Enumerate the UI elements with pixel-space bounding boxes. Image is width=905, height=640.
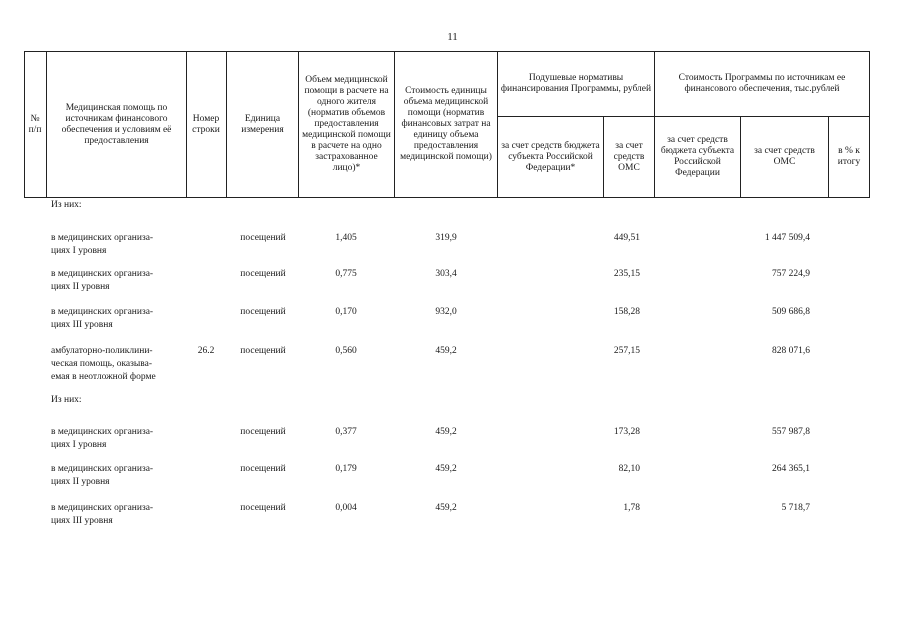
row-norm-oms: 1,78 [623,503,640,513]
row-volume: 0,377 [335,427,357,437]
row-total-oms: 757 224,9 [772,269,810,279]
header-cost-pct: в % к итогу [837,146,861,167]
row-norm-oms: 158,28 [613,307,640,317]
header-vline [869,51,870,198]
row-volume: 0,775 [335,269,357,279]
row-unit: посещений [240,269,286,279]
row-cost: 932,0 [435,307,457,317]
row-unit: посещений [240,427,286,437]
row-volume: 0,179 [335,464,357,474]
row-cost: 459,2 [435,427,457,437]
row-name: в медицинских организа- циях III уровня [51,503,154,526]
header-group-cost: Стоимость Программы по источникам ее финансового обеспечения, тыс.рублей [678,73,846,94]
row-unit: посещений [240,464,286,474]
row-name: амбулаторно-поликлини- ческая помощь, оказыва- емая в неотложной форме [51,346,156,382]
row-norm-oms: 82,10 [618,464,640,474]
section-label: Из них: [51,395,82,405]
row-cost: 459,2 [435,464,457,474]
header-cost-oms: за счет средств ОМС [754,146,815,167]
header-col-num: № п/п [28,113,42,135]
row-volume: 0,560 [335,346,357,356]
row-total-oms: 264 365,1 [772,464,810,474]
row-unit: посещений [240,346,286,356]
row-volume: 0,004 [335,503,357,513]
row-total-oms: 557 987,8 [772,427,810,437]
row-unit: посещений [240,503,286,513]
row-name: в медицинских организа- циях I уровня [51,233,154,256]
row-cost: 459,2 [435,503,457,513]
row-name: в медицинских организа- циях II уровня [51,464,154,487]
row-unit: посещений [240,233,286,243]
header-bottom-border [24,197,870,198]
header-norms-oms: за счет средств ОМС [613,140,645,173]
header-group-norms: Подушевые нормативы финансирования Программы, рублей [500,73,652,94]
header-cost-budget: за счет средств бюджета субъекта Российской Федерации [660,135,735,178]
row-total-oms: 509 686,8 [772,307,810,317]
header-col-unit: Единица измерения [241,113,284,135]
row-norm-oms: 235,15 [613,269,640,279]
row-norm-oms: 449,51 [613,233,640,243]
header-col-line: Номер строки [192,113,220,135]
row-volume: 0,170 [335,307,357,317]
row-total-oms: 1 447 509,4 [764,233,810,243]
row-cost: 303,4 [435,269,457,279]
row-cost: 459,2 [435,346,457,356]
row-name: в медицинских организа- циях III уровня [51,307,154,330]
row-total-oms: 5 718,7 [781,503,810,513]
row-volume: 1,405 [335,233,357,243]
header-col-cost: Стоимость единицы объема медицинской помощи (норматив финансовых затрат на единицу объема предоставления медицинской помощи) [400,86,492,162]
header-col-name: Медицинская помощь по источникам финансового обеспечения и условиям её предоставления [61,102,172,146]
row-norm-oms: 257,15 [613,346,640,356]
header-norms-budget: за счет средств бюджета субъекта Российской Федерации* [501,140,600,173]
row-total-oms: 828 071,6 [772,346,810,356]
header-col-volume: Объем медицинской помощи в расчете на одного жителя (норматив объемов предоставления медицинской помощи в расчете на одно застрахованное лицо)* [302,75,391,173]
row-unit: посещений [240,307,286,317]
page-number: 11 [447,31,458,43]
row-cost: 319,9 [435,233,457,243]
section-label: Из них: [51,200,82,210]
row-name: в медицинских организа- циях I уровня [51,427,154,450]
row-name: в медицинских организа- циях II уровня [51,269,154,292]
row-line-number: 26.2 [197,346,215,356]
table-header [0,0,905,200]
row-norm-oms: 173,28 [613,427,640,437]
